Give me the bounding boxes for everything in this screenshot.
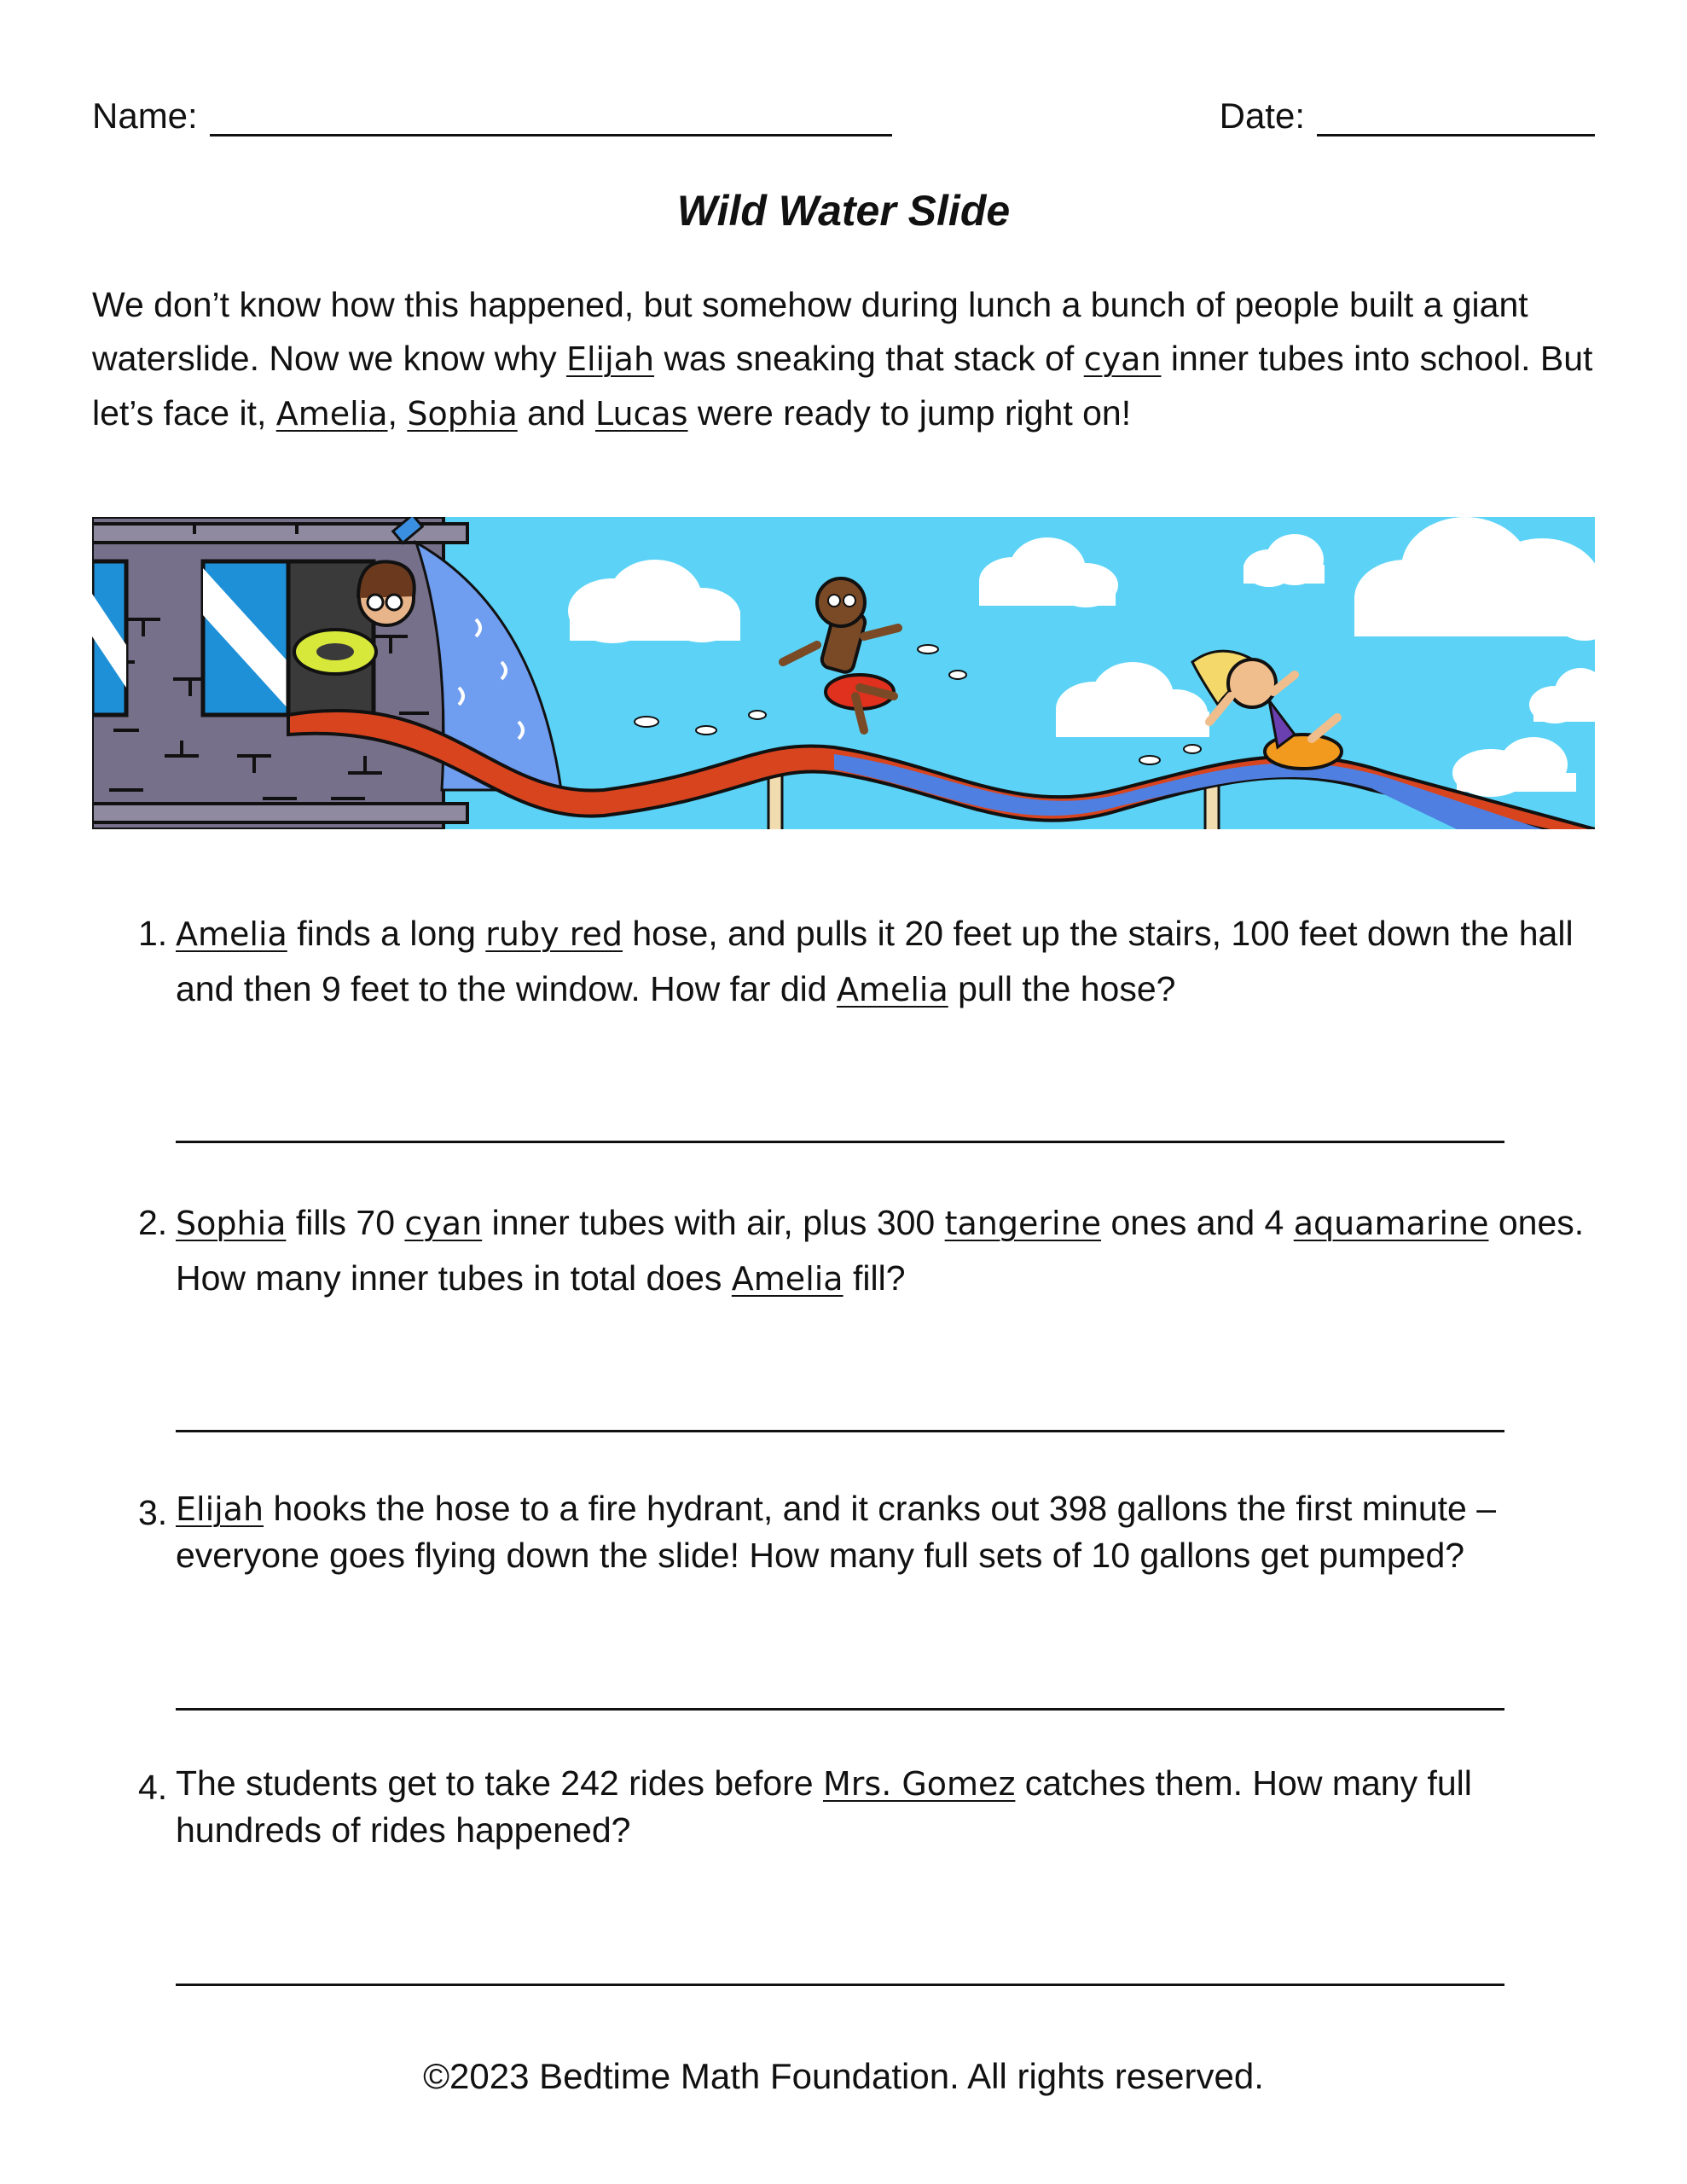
question-text-part: fills 70 <box>286 1203 405 1242</box>
intro-text: were ready to jump right on! <box>687 393 1132 433</box>
question-2 <box>138 1195 1595 1306</box>
intro-color-cyan: cyan <box>1083 340 1162 378</box>
question-text <box>176 906 1595 1017</box>
question-text-part: inner tubes with air, plus 300 <box>482 1203 945 1242</box>
waterslide-illustration <box>92 517 1595 829</box>
question-text-part: The students get to take 242 rides before <box>176 1763 823 1803</box>
question-3 <box>138 1485 1595 1578</box>
school-building <box>92 517 467 829</box>
waterslide-scene <box>92 517 1595 829</box>
question-text-part: hose, and pulls it 20 feet up the stairs, 100 feet down the hall and then 9 feet to the window. How far did <box>176 914 1574 1008</box>
name-field-group <box>92 96 892 136</box>
question-number: 4. <box>138 1768 168 1807</box>
question-color: ruby red <box>485 915 623 953</box>
question-text-part: ones. How many inner tubes in total does <box>176 1203 1585 1298</box>
intro-text: was sneaking that stack of <box>654 339 1084 378</box>
question-1 <box>138 906 1595 1017</box>
intro-text: , <box>387 393 408 433</box>
question-name: Mrs. Gomez <box>822 1765 1016 1803</box>
question-name: Elijah <box>176 1490 264 1528</box>
date-field-group <box>1220 96 1595 136</box>
intro-text: and <box>517 393 595 433</box>
name-field[interactable] <box>210 96 892 136</box>
question-name: Amelia <box>731 1260 844 1298</box>
intro-text: inner tubes into school. But let’s face it, <box>92 339 1593 433</box>
name-label: Name: <box>92 96 198 136</box>
question-text-part: pull the hose? <box>948 969 1176 1008</box>
answer-line-3[interactable] <box>176 1708 1504 1711</box>
question-color: tangerine <box>944 1205 1102 1242</box>
intro-name-sophia: Sophia <box>407 395 518 433</box>
page-title: Wild Water Slide <box>676 187 1011 235</box>
answer-line-4[interactable] <box>176 1984 1504 1986</box>
date-field[interactable] <box>1317 96 1595 136</box>
question-number: 2. <box>138 1203 168 1242</box>
copyright-footer: ©2023 Bedtime Math Foundation. All rights reserved. <box>423 2056 1264 2096</box>
question-number: 1. <box>138 914 168 953</box>
question-name: Amelia <box>176 915 287 953</box>
question-text-part: ones and 4 <box>1101 1203 1294 1242</box>
question-color: aquamarine <box>1293 1205 1489 1242</box>
question-text-part: finds a long <box>287 914 486 953</box>
question-4 <box>138 1760 1595 1853</box>
answer-line-1[interactable] <box>176 1141 1504 1143</box>
date-label: Date: <box>1219 96 1305 136</box>
intro-name-elijah: Elijah <box>565 340 655 378</box>
question-text <box>176 1195 1595 1306</box>
intro-name-lucas: Lucas <box>594 395 688 433</box>
intro-paragraph <box>92 278 1595 441</box>
question-text-part: catches them. How many full hundreds of rides happened? <box>176 1763 1472 1850</box>
question-text-part: fill? <box>843 1258 906 1298</box>
intro-text: We don’t know how this happened, but somehow during lunch a bunch of people built a giant waterslide. Now we know why <box>92 285 1528 378</box>
question-number: 3. <box>138 1493 168 1532</box>
question-name: Amelia <box>836 971 948 1008</box>
answer-line-2[interactable] <box>176 1430 1504 1432</box>
question-color: cyan <box>404 1205 483 1242</box>
question-text <box>176 1485 1595 1578</box>
intro-name-amelia: Amelia <box>275 395 388 433</box>
question-text <box>176 1760 1595 1853</box>
question-name: Sophia <box>176 1205 287 1242</box>
header-row <box>92 96 1595 147</box>
question-text-part: hooks the hose to a fire hydrant, and it cranks out 398 gallons the first minute – everyone goes flying down the slide! How many full sets of 10 gallons get pumped? <box>176 1489 1497 1575</box>
